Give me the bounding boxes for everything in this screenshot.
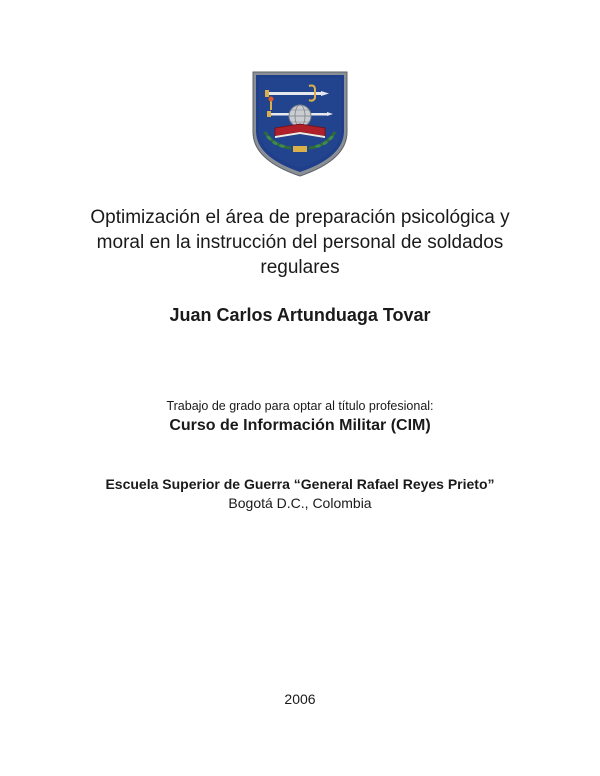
- military-school-crest-icon: [251, 70, 349, 178]
- document-title-line-1: Optimización el área de preparación psicológica y: [90, 207, 510, 228]
- institution-location: Bogotá D.C., Colombia: [228, 495, 372, 511]
- document-title: [60, 205, 540, 280]
- publication-year: 2006: [284, 691, 316, 707]
- author-name: Juan Carlos Artunduaga Tovar: [169, 305, 431, 325]
- degree-intro: Trabajo de grado para optar al título profesional:: [166, 399, 434, 413]
- document-title-line-3: regulares: [260, 257, 340, 278]
- degree-name: Curso de Información Militar (CIM): [169, 417, 431, 434]
- document-title-line-2: moral en la instrucción del personal de soldados: [96, 232, 504, 253]
- institution-name: Escuela Superior de Guerra “General Rafael Reyes Prieto”: [105, 476, 495, 492]
